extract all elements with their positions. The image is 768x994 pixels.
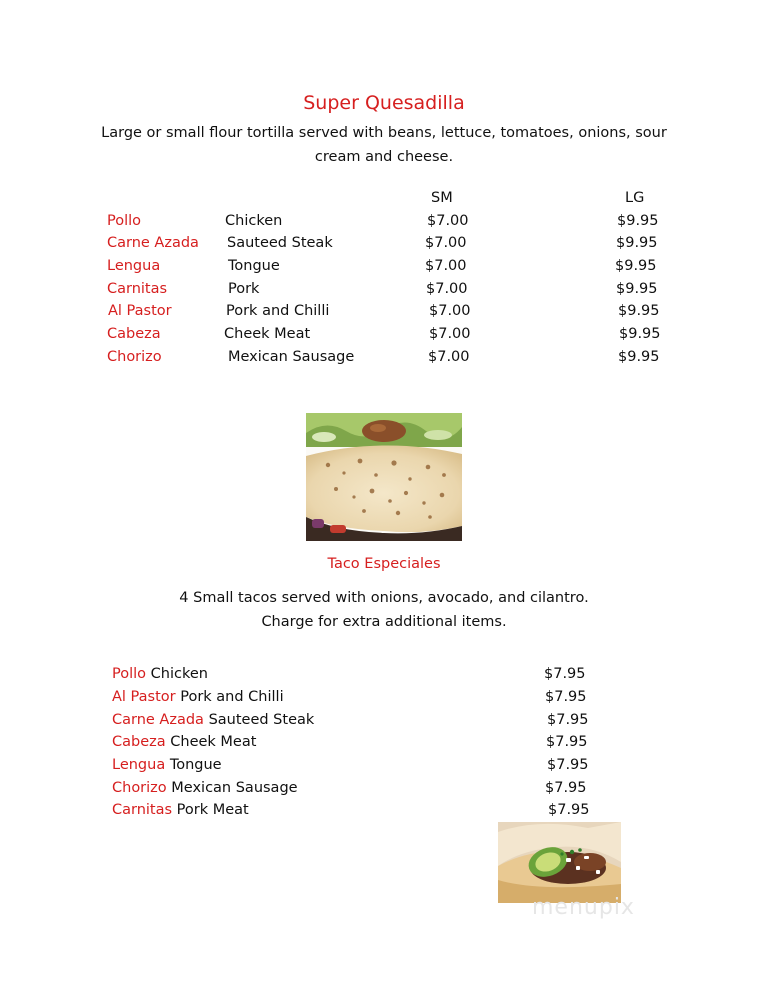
- taco-item: [112, 666, 208, 682]
- taco-price: $7.95: [547, 757, 589, 773]
- taco-price: $7.95: [546, 734, 588, 750]
- taco-price: $7.95: [545, 689, 587, 705]
- item-spanish-name: Al Pastor: [108, 303, 172, 319]
- column-header-lg: LG: [625, 190, 645, 206]
- taco-price: $7.95: [548, 802, 590, 818]
- column-header-sm: SM: [431, 190, 453, 206]
- taco-row: [0, 802, 768, 824]
- item-price-sm: $7.00: [426, 281, 468, 297]
- item-price-lg: $9.95: [618, 303, 660, 319]
- item-spanish-name: Pollo: [107, 213, 142, 229]
- item-spanish-name: Cabeza: [107, 326, 161, 342]
- item-spanish-name: Lengua: [107, 258, 161, 274]
- quesadilla-row: [0, 303, 768, 325]
- taco-item: [112, 712, 314, 728]
- item-english-name: Sauteed Steak: [227, 235, 333, 251]
- item-spanish-name: Carne Azada: [107, 235, 199, 251]
- item-english-name: Mexican Sausage: [228, 349, 355, 365]
- taco-spanish-name: Carne Azada: [112, 712, 204, 728]
- taco-spanish-name: Carnitas: [112, 802, 173, 818]
- item-english-name: Pork and Chilli: [226, 303, 330, 319]
- item-price-lg: $9.95: [617, 213, 659, 229]
- taco-english-name: Pork Meat: [176, 802, 249, 818]
- taco-item: [112, 689, 284, 705]
- taco-item: [112, 757, 222, 773]
- taco-row: [0, 734, 768, 756]
- taco-english-name: Mexican Sausage: [171, 780, 298, 796]
- quesadilla-photo: [306, 413, 462, 541]
- taco-english-name: Cheek Meat: [170, 734, 257, 750]
- quesadilla-description: Large or small flour tortilla served with beans, lettuce, tomatoes, onions, sour cream and cheese.: [101, 125, 667, 165]
- item-english-name: Chicken: [225, 213, 283, 229]
- item-spanish-name: Chorizo: [107, 349, 162, 365]
- quesadilla-row: [0, 326, 768, 348]
- taco-price: $7.95: [547, 712, 589, 728]
- taco-row: [0, 780, 768, 802]
- tacos-title: Taco Especiales: [327, 556, 441, 572]
- quesadilla-title: Super Quesadilla: [303, 92, 465, 114]
- item-english-name: Tongue: [228, 258, 280, 274]
- taco-spanish-name: Cabeza: [112, 734, 166, 750]
- item-price-lg: $9.95: [619, 326, 661, 342]
- taco-spanish-name: Al Pastor: [112, 689, 176, 705]
- taco-item: [112, 802, 249, 818]
- quesadilla-row: [0, 258, 768, 280]
- quesadilla-row: [0, 213, 768, 235]
- item-spanish-name: Carnitas: [107, 281, 168, 297]
- item-price-sm: $7.00: [429, 303, 471, 319]
- item-price-sm: $7.00: [428, 349, 470, 365]
- taco-english-name: Tongue: [169, 757, 222, 773]
- item-price-lg: $9.95: [618, 349, 660, 365]
- item-english-name: Pork: [228, 281, 260, 297]
- taco-english-name: Sauteed Steak: [208, 712, 315, 728]
- taco-spanish-name: Pollo: [112, 666, 147, 682]
- item-price-lg: $9.95: [615, 258, 657, 274]
- taco-price: $7.95: [545, 780, 587, 796]
- taco-row: [0, 666, 768, 688]
- watermark-logo: menupix: [532, 895, 635, 920]
- item-price-sm: $7.00: [425, 235, 467, 251]
- taco-english-name: Pork and Chilli: [180, 689, 284, 705]
- taco-price: $7.95: [544, 666, 586, 682]
- item-price-sm: $7.00: [425, 258, 467, 274]
- taco-row: [0, 712, 768, 734]
- item-price-sm: $7.00: [427, 213, 469, 229]
- taco-item: [112, 780, 298, 796]
- taco-spanish-name: Lengua: [112, 757, 166, 773]
- taco-photo: [498, 822, 621, 903]
- tacos-description-line2: Charge for extra additional items.: [261, 614, 507, 630]
- quesadilla-row: [0, 235, 768, 257]
- quesadilla-row: [0, 281, 768, 303]
- item-price-lg: $9.95: [616, 235, 658, 251]
- taco-item: [112, 734, 256, 750]
- tacos-description: [0, 586, 768, 634]
- tacos-description-line1: 4 Small tacos served with onions, avocado, and cilantro.: [179, 590, 589, 606]
- item-price-sm: $7.00: [429, 326, 471, 342]
- item-english-name: Cheek Meat: [224, 326, 311, 342]
- item-price-lg: $9.95: [616, 281, 658, 297]
- taco-english-name: Chicken: [150, 666, 208, 682]
- taco-spanish-name: Chorizo: [112, 780, 167, 796]
- taco-row: [0, 689, 768, 711]
- quesadilla-row: [0, 349, 768, 371]
- taco-row: [0, 757, 768, 779]
